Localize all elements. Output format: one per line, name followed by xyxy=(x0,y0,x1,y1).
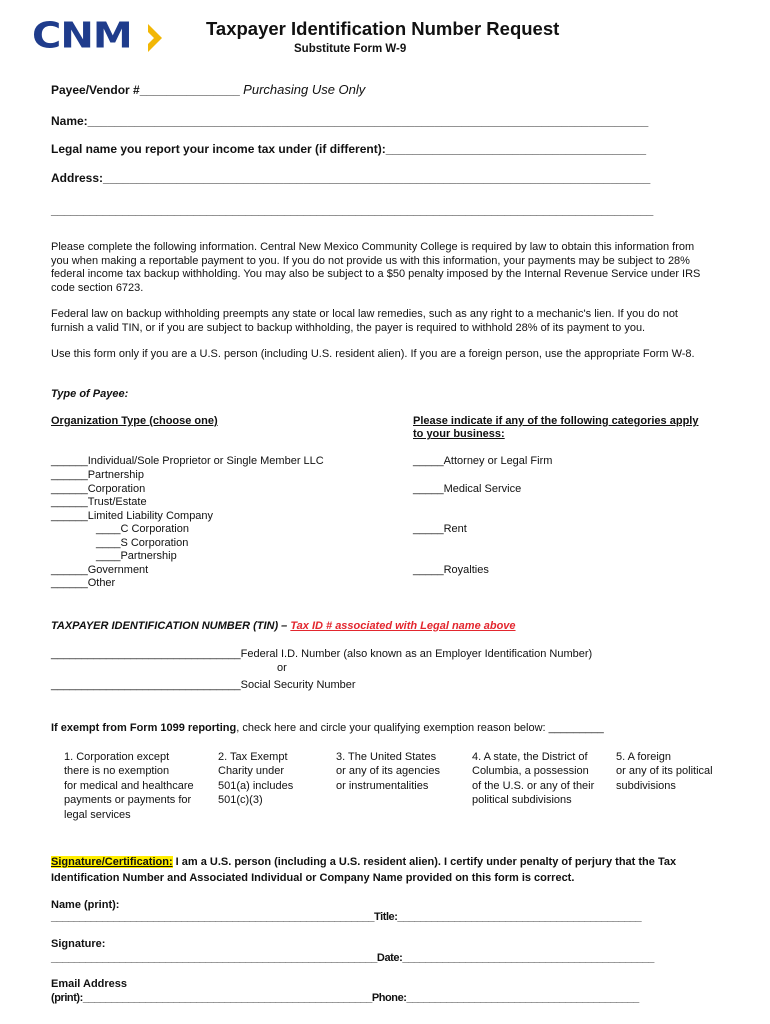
organization-type-heading: Organization Type (choose one) xyxy=(51,415,218,427)
exempt-prompt-rest: , check here and circle your qualifying exemption reason below: _________ xyxy=(236,722,604,734)
exempt-reason-1-line: there is no exemption xyxy=(64,765,170,778)
name-field[interactable]: Name:____________________________________________________________________________________ xyxy=(51,114,649,128)
logo-text: CNM xyxy=(32,15,132,57)
exempt-reason-3-line: or instrumentalities xyxy=(336,779,429,792)
exempt-reason-2-line: 501(c)(3) xyxy=(218,794,263,807)
exempt-reason-1-line: payments or payments for xyxy=(64,794,192,807)
exempt-reason-5[interactable] xyxy=(616,750,713,793)
tin-heading-red: Tax ID # associated with Legal name above xyxy=(290,620,516,632)
category-rent[interactable]: _____Rent xyxy=(413,523,467,535)
certification-statement-line-2: Identification Number and Associated Individual or Company Name provided on this form is correct. xyxy=(51,872,575,884)
form-title: Taxpayer Identification Number Request xyxy=(206,18,560,39)
exempt-reason-2[interactable] xyxy=(218,750,293,808)
federal-id-field[interactable]: _______________________________Federal I.D. Number (also known as an Employer Identification Number) xyxy=(51,648,593,660)
org-type-corporation[interactable]: ______Corporation xyxy=(51,483,146,495)
certification-text-1: I am a U.S. person (including a U.S. resident alien). I certify under penalty of perjury that the Tax xyxy=(172,856,677,868)
exempt-reason-4[interactable] xyxy=(472,750,594,808)
payee-vendor-field[interactable] xyxy=(51,82,365,97)
categories-heading-line-1: Please indicate if any of the following categories apply xyxy=(413,415,699,427)
exempt-reason-3[interactable] xyxy=(336,750,440,793)
exempt-reason-1-line: 1. Corporation except xyxy=(64,751,170,763)
tin-heading xyxy=(51,620,516,632)
exempt-reason-1[interactable] xyxy=(64,750,194,822)
exempt-reason-2-line: Charity under xyxy=(218,765,285,778)
email-phone-field[interactable]: (print):___________________________________________________Phone:_________________________________________ xyxy=(51,992,639,1004)
exempt-reason-3-line: 3. The United States xyxy=(336,751,437,763)
exempt-reason-3-line: or any of its agencies xyxy=(336,765,440,778)
category-royalties[interactable]: _____Royalties xyxy=(413,564,489,576)
org-type-partnership[interactable]: ______Partnership xyxy=(51,469,144,481)
address-field[interactable]: Address:__________________________________________________________________________________ xyxy=(51,171,651,185)
org-type-trust-estate[interactable]: ______Trust/Estate xyxy=(51,496,147,508)
certification-label: Signature/Certification: xyxy=(51,856,173,868)
exempt-prompt[interactable] xyxy=(51,722,604,734)
instructions-paragraph-3: Use this form only if you are a U.S. person (including U.S. resident alien). If you are a foreign person, use the appropriate Form W-8. xyxy=(51,348,695,360)
name-print-label: Name (print): xyxy=(51,899,120,911)
llc-s-corporation[interactable]: ____S Corporation xyxy=(96,537,189,549)
type-of-payee-heading: Type of Payee: xyxy=(51,388,129,400)
logo-arrow-icon xyxy=(148,24,162,52)
exempt-reason-2-line: 2. Tax Exempt xyxy=(218,751,288,763)
org-type-government[interactable]: ______Government xyxy=(51,564,149,576)
exempt-reason-5-line: subdivisions xyxy=(616,779,676,792)
legal-name-field[interactable]: Legal name you report your income tax under (if different):_______________________________________ xyxy=(51,142,646,156)
org-type-llc[interactable]: ______Limited Liability Company xyxy=(51,510,214,522)
exempt-reason-5-line: 5. A foreign xyxy=(616,751,672,763)
cnm-logo xyxy=(32,15,160,60)
llc-partnership[interactable]: ____Partnership xyxy=(96,550,177,562)
address-line-2-field[interactable]: _____________________________________________________________________________________________ xyxy=(51,203,654,217)
email-label: Email Address xyxy=(51,978,128,990)
tin-or-text: or xyxy=(277,662,287,674)
exempt-reason-4-line: of the U.S. or any of their xyxy=(472,779,595,792)
signature-label: Signature: xyxy=(51,938,106,950)
exempt-reason-4-line: Columbia, a possession xyxy=(472,765,589,778)
llc-c-corporation[interactable]: ____C Corporation xyxy=(96,523,189,535)
exempt-reason-4-line: 4. A state, the District of xyxy=(472,751,588,763)
categories-heading-line-2: to your business: xyxy=(413,428,505,440)
purchasing-use-note: Purchasing Use Only xyxy=(243,82,366,97)
name-title-field[interactable]: _________________________________________________________Title:___________________________________________ xyxy=(51,911,642,923)
exempt-reason-5-line: or any of its political xyxy=(616,765,713,778)
exempt-reason-4-line: political subdivisions xyxy=(472,794,572,807)
instructions-paragraph-2: Federal law on backup withholding preempts any state or local law remedies, such as any right to a mechanic's lien. If you do not furnish a valid TIN, or if you are subject to backup withholding, the payer is required to withhold 28% of its payment to you. xyxy=(51,308,678,334)
category-attorney[interactable]: _____Attorney or Legal Firm xyxy=(413,455,553,467)
ssn-field[interactable]: _______________________________Social Security Number xyxy=(51,679,356,691)
tin-heading-text: TAXPAYER IDENTIFICATION NUMBER (TIN) – xyxy=(51,620,291,632)
instructions-paragraph-1: Please complete the following information. Central New Mexico Community College is required by law to obtain this information from you when making a reportable payment to you. If you do not provide us with this information, your payments may be subject to 28% federal income tax backup withholding. You may also be subject to a $50 penalty imposed by the Internal Revenue Service under IRS code section 6723. xyxy=(51,241,701,294)
certification-statement-line-1 xyxy=(51,856,676,868)
exempt-reason-1-line: legal services xyxy=(64,808,131,821)
category-medical[interactable]: _____Medical Service xyxy=(413,483,522,495)
exempt-reason-1-line: for medical and healthcare xyxy=(64,779,194,792)
org-type-individual[interactable]: ______Individual/Sole Proprietor or Single Member LLC xyxy=(51,455,324,467)
signature-date-field[interactable]: _________________________________________________________Date:____________________________________________ xyxy=(51,952,654,964)
exempt-prompt-bold: If exempt from Form 1099 reporting xyxy=(51,722,237,734)
payee-vendor-label: Payee/Vendor #_______________ xyxy=(51,83,240,97)
exempt-reason-2-line: 501(a) includes xyxy=(218,779,294,792)
form-subtitle: Substitute Form W-9 xyxy=(294,43,407,55)
org-type-other[interactable]: ______Other xyxy=(51,577,116,589)
